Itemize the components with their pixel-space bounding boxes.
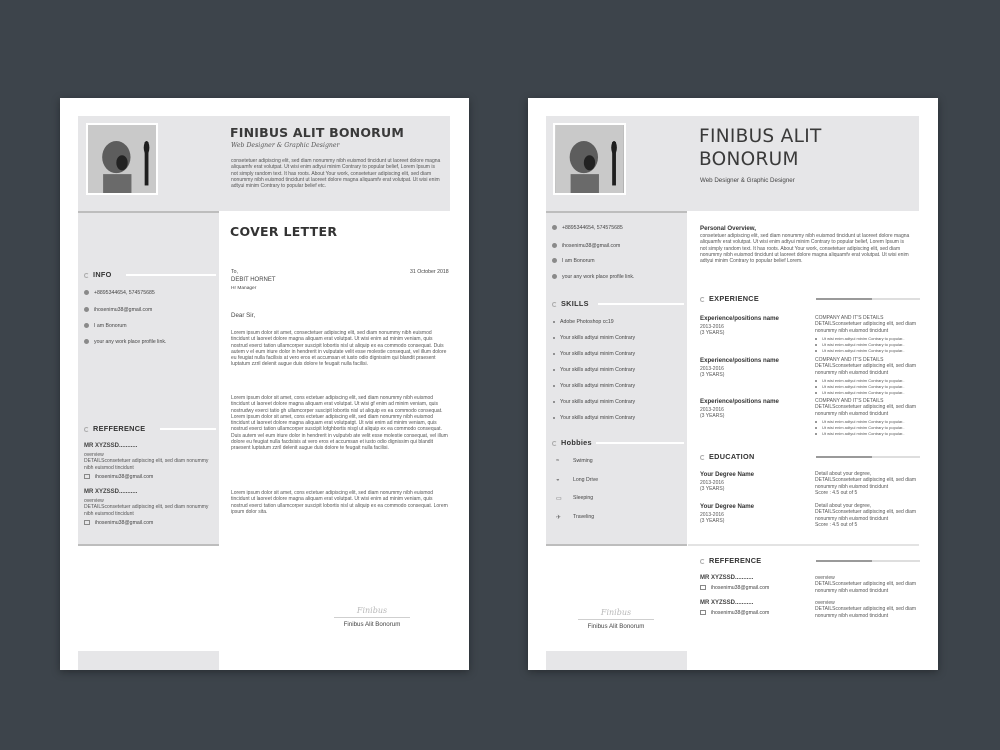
globe-icon (84, 339, 89, 344)
bullet-icon (815, 421, 817, 423)
reference-2: MR XYZSSD........... ihosenimu38@gmail.com (700, 600, 770, 616)
email-icon (552, 243, 557, 248)
experience-item-1: Experience/positions name 2013-2016 (3 YEARS) (700, 315, 779, 337)
circle-icon (84, 273, 89, 278)
signature-name: Finibus Alit Bonorum (587, 623, 645, 630)
person-title: Web Designer & Graphic Designer (700, 177, 795, 184)
skill-item: Adobe Photoshop cc19 (553, 319, 614, 325)
info-about: I am Bonorum (84, 323, 127, 329)
intro-text: consetetuer adipiscing elit, sed diam nonummy nibh euismod tincidunt ut laoreet dolore magna aliquamfv erat volutpat. Ut wisi enim adtyui minim Contrary to popular belief, Lorem Ipsum is not simply random text. It has roots. About Your work, consetetuer adipiscing elit, sed diam nonummy nibh euismod tincidunt ut laoreet dolore magna aliquamfv erat volutpat. Ut wisi enim adtyui minim Contrary to popular belief etc. (231, 158, 441, 190)
resume-page (528, 98, 938, 670)
experience-details-3: COMPANY AND IT'S DETAILS DETAILSconsetetuer adipiscing elit, sed diam nonummy nibh euismod tincidunt Ut wisi enim adtyui minim Contrary to popular.. Ut wisi enim adtyui minim Contrary to popular.. Ut wisi enim adtyui minim Contrary to popular.. (815, 398, 917, 437)
phone-icon (552, 225, 557, 230)
circle-icon (700, 455, 705, 460)
bullet-icon (815, 344, 817, 346)
user-icon (552, 258, 557, 263)
phone-icon (84, 290, 89, 295)
email-icon (84, 307, 89, 312)
hobbies-rule (596, 442, 684, 444)
sidebar-bottom-rule (546, 544, 687, 546)
letter-date: 31 October 2018 (410, 269, 449, 275)
sidebar-bottom-rule (78, 544, 219, 546)
experience-rule-light (872, 298, 920, 300)
bullet-icon (553, 401, 555, 403)
hobby-item: ≈ Swiming (556, 458, 593, 465)
email-icon (700, 610, 706, 615)
bullet-icon (553, 417, 555, 419)
education-details-1: Detail about your degree, DETAILSconsetetuer adipiscing elit, sed diam nonummy nibh euismod tincidunt Score : 4.5 out of 5 (815, 471, 917, 496)
experience-rule (816, 298, 872, 300)
plane-icon: ✈ (556, 515, 562, 522)
bullet-icon (815, 338, 817, 340)
skill-item: Your skills adtyui minim Contrary (553, 351, 635, 357)
reference-2: MR XYZSSD........... overview DETAILSconsetetuer adipiscing elit, sed diam nonummy nibh euismod tincidunt ihosenimu38@gmail.com (84, 489, 209, 526)
section-divider (688, 544, 919, 546)
salutation: Dear Sir, (231, 312, 256, 319)
info-phone: +8895344654, 574575685 (84, 290, 155, 296)
education-rule-light (872, 456, 920, 458)
reference-rule (816, 560, 872, 562)
person-name: FINIBUS ALIT BONORUM (699, 126, 822, 170)
education-item-1: Your Degree Name 2013-2016 (3 YEARS) (700, 471, 755, 493)
circle-icon (552, 441, 557, 446)
signature-name: Finibus Alit Bonorum (343, 621, 401, 628)
reference-heading: REFFERENCE (84, 424, 145, 433)
globe-icon (552, 274, 557, 279)
skills-heading: SKILLS (552, 299, 589, 308)
circle-icon (552, 302, 557, 307)
info-link: your any work place profile link. (84, 339, 166, 345)
hobby-item: ◒ Long Drive (556, 477, 599, 484)
email-icon (84, 520, 90, 525)
reference-1: MR XYZSSD........... ihosenimu38@gmail.com (700, 575, 770, 591)
contact-email: ihosenimu38@gmail.com (552, 243, 620, 249)
reference-rule-light (872, 560, 920, 562)
email-icon (84, 474, 90, 479)
skill-item: Your skills adtyui minim Contrary (553, 367, 635, 373)
profile-photo (553, 123, 626, 195)
bed-icon: ▭ (556, 496, 562, 503)
info-rule (126, 274, 216, 276)
recipient-name: DEBIT HORNET (231, 277, 276, 283)
signature (566, 608, 666, 630)
user-icon (84, 323, 89, 328)
circle-icon (700, 297, 705, 302)
hobbies-heading: Hobbies (552, 438, 592, 447)
bullet-icon (815, 392, 817, 394)
letter-paragraph-3: Lorem ipsum dolor sit amet, cons ectetuer adipiscing elit, sed diam nonummy nibh euismod tincidunt ut laoreet dolore magna aliquam erat volutpat. Ut wisi enim ad minim veniam, quis nostrud exerci tation ullamcorper suscipit lobortis nisl ut aliquip ex ea commodo consequat. Lorem ipsum dolor sita. (231, 490, 448, 515)
email-icon (700, 585, 706, 590)
cover-letter-page (60, 98, 469, 670)
footer-block (546, 651, 687, 670)
info-heading: INFO (84, 270, 112, 279)
circle-icon (700, 559, 705, 564)
skill-item: Your skills adtyui minim Contrary (553, 335, 635, 341)
bullet-icon (553, 337, 555, 339)
letter-paragraph-1: Lorem ipsum dolor sit amet, consectetuer adipiscing elit, sed diam nonummy nibh euismod tincidunt ut laoreet dolore magna aliquam erat volutpat. Ut wisi enim ad minim veniam, quis nostrud exerci tation ullamcorper suscipit lobortis nisl ut aliquip ex ea commodo consequat. Duis autem v el eum iriure dolor in hendrerit in vulputate velit esse molestie consequat, vel illum dolore eu feugiat nulla facilisis at vero eros et accumsan et iusto odio dignissim qui blandit praesent luptatum zzril delenit augue duis dolore te feugait nulla facilisi. (231, 330, 447, 368)
bullet-icon (815, 386, 817, 388)
hobby-item: ✈ Traveling (556, 514, 595, 522)
experience-details-2: COMPANY AND IT'S DETAILS DETAILSconsetetuer adipiscing elit, sed diam nonummy nibh euismod tincidunt Ut wisi enim adtyui minim Contrary to popular.. Ut wisi enim adtyui minim Contrary to popular.. Ut wisi enim adtyui minim Contrary to popular.. (815, 357, 917, 396)
bullet-icon (553, 321, 555, 323)
recipient-role: Hr Manager (231, 286, 257, 291)
bullet-icon (553, 385, 555, 387)
bullet-icon (815, 433, 817, 435)
reference-1: MR XYZSSD........... overview DETAILSconsetetuer adipiscing elit, sed diam nonummy nibh euismod tincidunt ihosenimu38@gmail.com (84, 443, 209, 480)
reference-details-1: overview DETAILSconsetetuer adipiscing elit, sed diam nonummy nibh euismod tincidunt (815, 575, 917, 594)
skills-rule (598, 303, 684, 305)
letter-paragraph-2: Lorem ipsum dolor sit amet, cons ectetuer adipiscing elit, sed diam nonummy nibh euismod tincidunt ut laoreet dolore magna aliquam erat volutpat. Ut wisi gf enim ad minim veniam, quis nostrudwy exerci tatio gh ullamcorper suscipit lobortis nisl ut aliquip ex ea commodo consequat. Lorem ipsum dolor sit amet, cons ectetuer adipiscing elit, sed diam nonummy nibh euismod tincidunt ut laoreet dolore magna aliquam erat volutpatgt. Ut wisi enim ad minim veniam, quis nostrud exerci tation ullamcorper suscipit lofghbortis nisgl ut aliquip ex ea commodo consequat. Duis autem vel eum iriure dolor in hendrerit in vulputvb ate velit esse molestie consequat, vel illum dolore eu feugiat nulla facdsisis at vero eros et accumsan et iusto odio dignissim qui blandit praesent luptatum zzril delenit augue duis dolore te feugait nulla facilisi. (231, 395, 448, 452)
reference-heading: REFFERENCE (700, 556, 761, 565)
skill-item: Your skills adtyui minim Contrary (553, 399, 635, 405)
education-heading: EDUCATION (700, 452, 755, 461)
experience-details-1: COMPANY AND IT'S DETAILS DETAILSconsetetuer adipiscing elit, sed diam nonummy nibh euismod tincidunt Ut wisi enim adtyui minim Contrary to popular.. Ut wisi enim adtyui minim Contrary to popular.. Ut wisi enim adtyui minim Contrary to popular.. (815, 315, 917, 354)
bullet-icon (815, 427, 817, 429)
experience-heading: EXPERIENCE (700, 294, 759, 303)
hobby-item: ▭ Sleeping (556, 495, 594, 503)
signature (322, 606, 422, 628)
contact-link: your any work place profile link. (552, 274, 634, 280)
bullet-icon (815, 350, 817, 352)
person-title: Web Designer & Graphic Designer (231, 142, 340, 149)
swimming-icon: ≈ (556, 458, 560, 465)
education-details-2: Detail about your degree, DETAILSconsetetuer adipiscing elit, sed diam nonummy nibh euismod tincidunt Score : 4.5 out of 5 (815, 503, 917, 528)
car-icon: ◒ (556, 477, 560, 484)
signature-script: Finibus (356, 606, 388, 615)
education-rule (816, 456, 872, 458)
reference-rule (160, 428, 216, 430)
overview-heading: Personal Overview, (700, 225, 757, 232)
contact-phone: +8895344654, 574575685 (552, 225, 623, 231)
to-label: To, (231, 269, 238, 275)
overview-text: consetetuer adipiscing elit, sed diam nonummy nibh euismod tincidunt ut laoreet dolore magna aliquamfv erat volutpat. Ut wisi enim adtyui minim Contrary to popular belief, Lorem Ipsum is not simply random text. It has roots. About Your work, consetetuer adipiscing elit, sed diam nonummy nibh euismod tincidunt ut laoreet dolore magna aliquamfv erat volutpat. Ut wisi enim adtyui minim Contrary to popular belief Lorem. (700, 233, 910, 265)
bullet-icon (553, 353, 555, 355)
info-email: ihosenimu38@gmail.com (84, 307, 152, 313)
experience-item-3: Experience/positions name 2013-2016 (3 YEARS) (700, 398, 779, 420)
skill-item: Your skills adtyui minim Contrary (553, 415, 635, 421)
person-name: FINIBUS ALIT BONORUM (230, 125, 404, 140)
signature-script: Finibus (600, 608, 632, 617)
cover-letter-title: COVER LETTER (230, 224, 338, 239)
circle-icon (84, 427, 89, 432)
skill-item: Your skills adtyui minim Contrary (553, 383, 635, 389)
bullet-icon (815, 380, 817, 382)
education-item-2: Your Degree Name 2013-2016 (3 YEARS) (700, 503, 755, 525)
contact-about: I am Bonorum (552, 258, 595, 264)
footer-block (78, 651, 219, 670)
reference-details-2: overview DETAILSconsetetuer adipiscing elit, sed diam nonummy nibh euismod tincidunt (815, 600, 917, 619)
experience-item-2: Experience/positions name 2013-2016 (3 YEARS) (700, 357, 779, 379)
profile-photo (86, 123, 158, 195)
bullet-icon (553, 369, 555, 371)
